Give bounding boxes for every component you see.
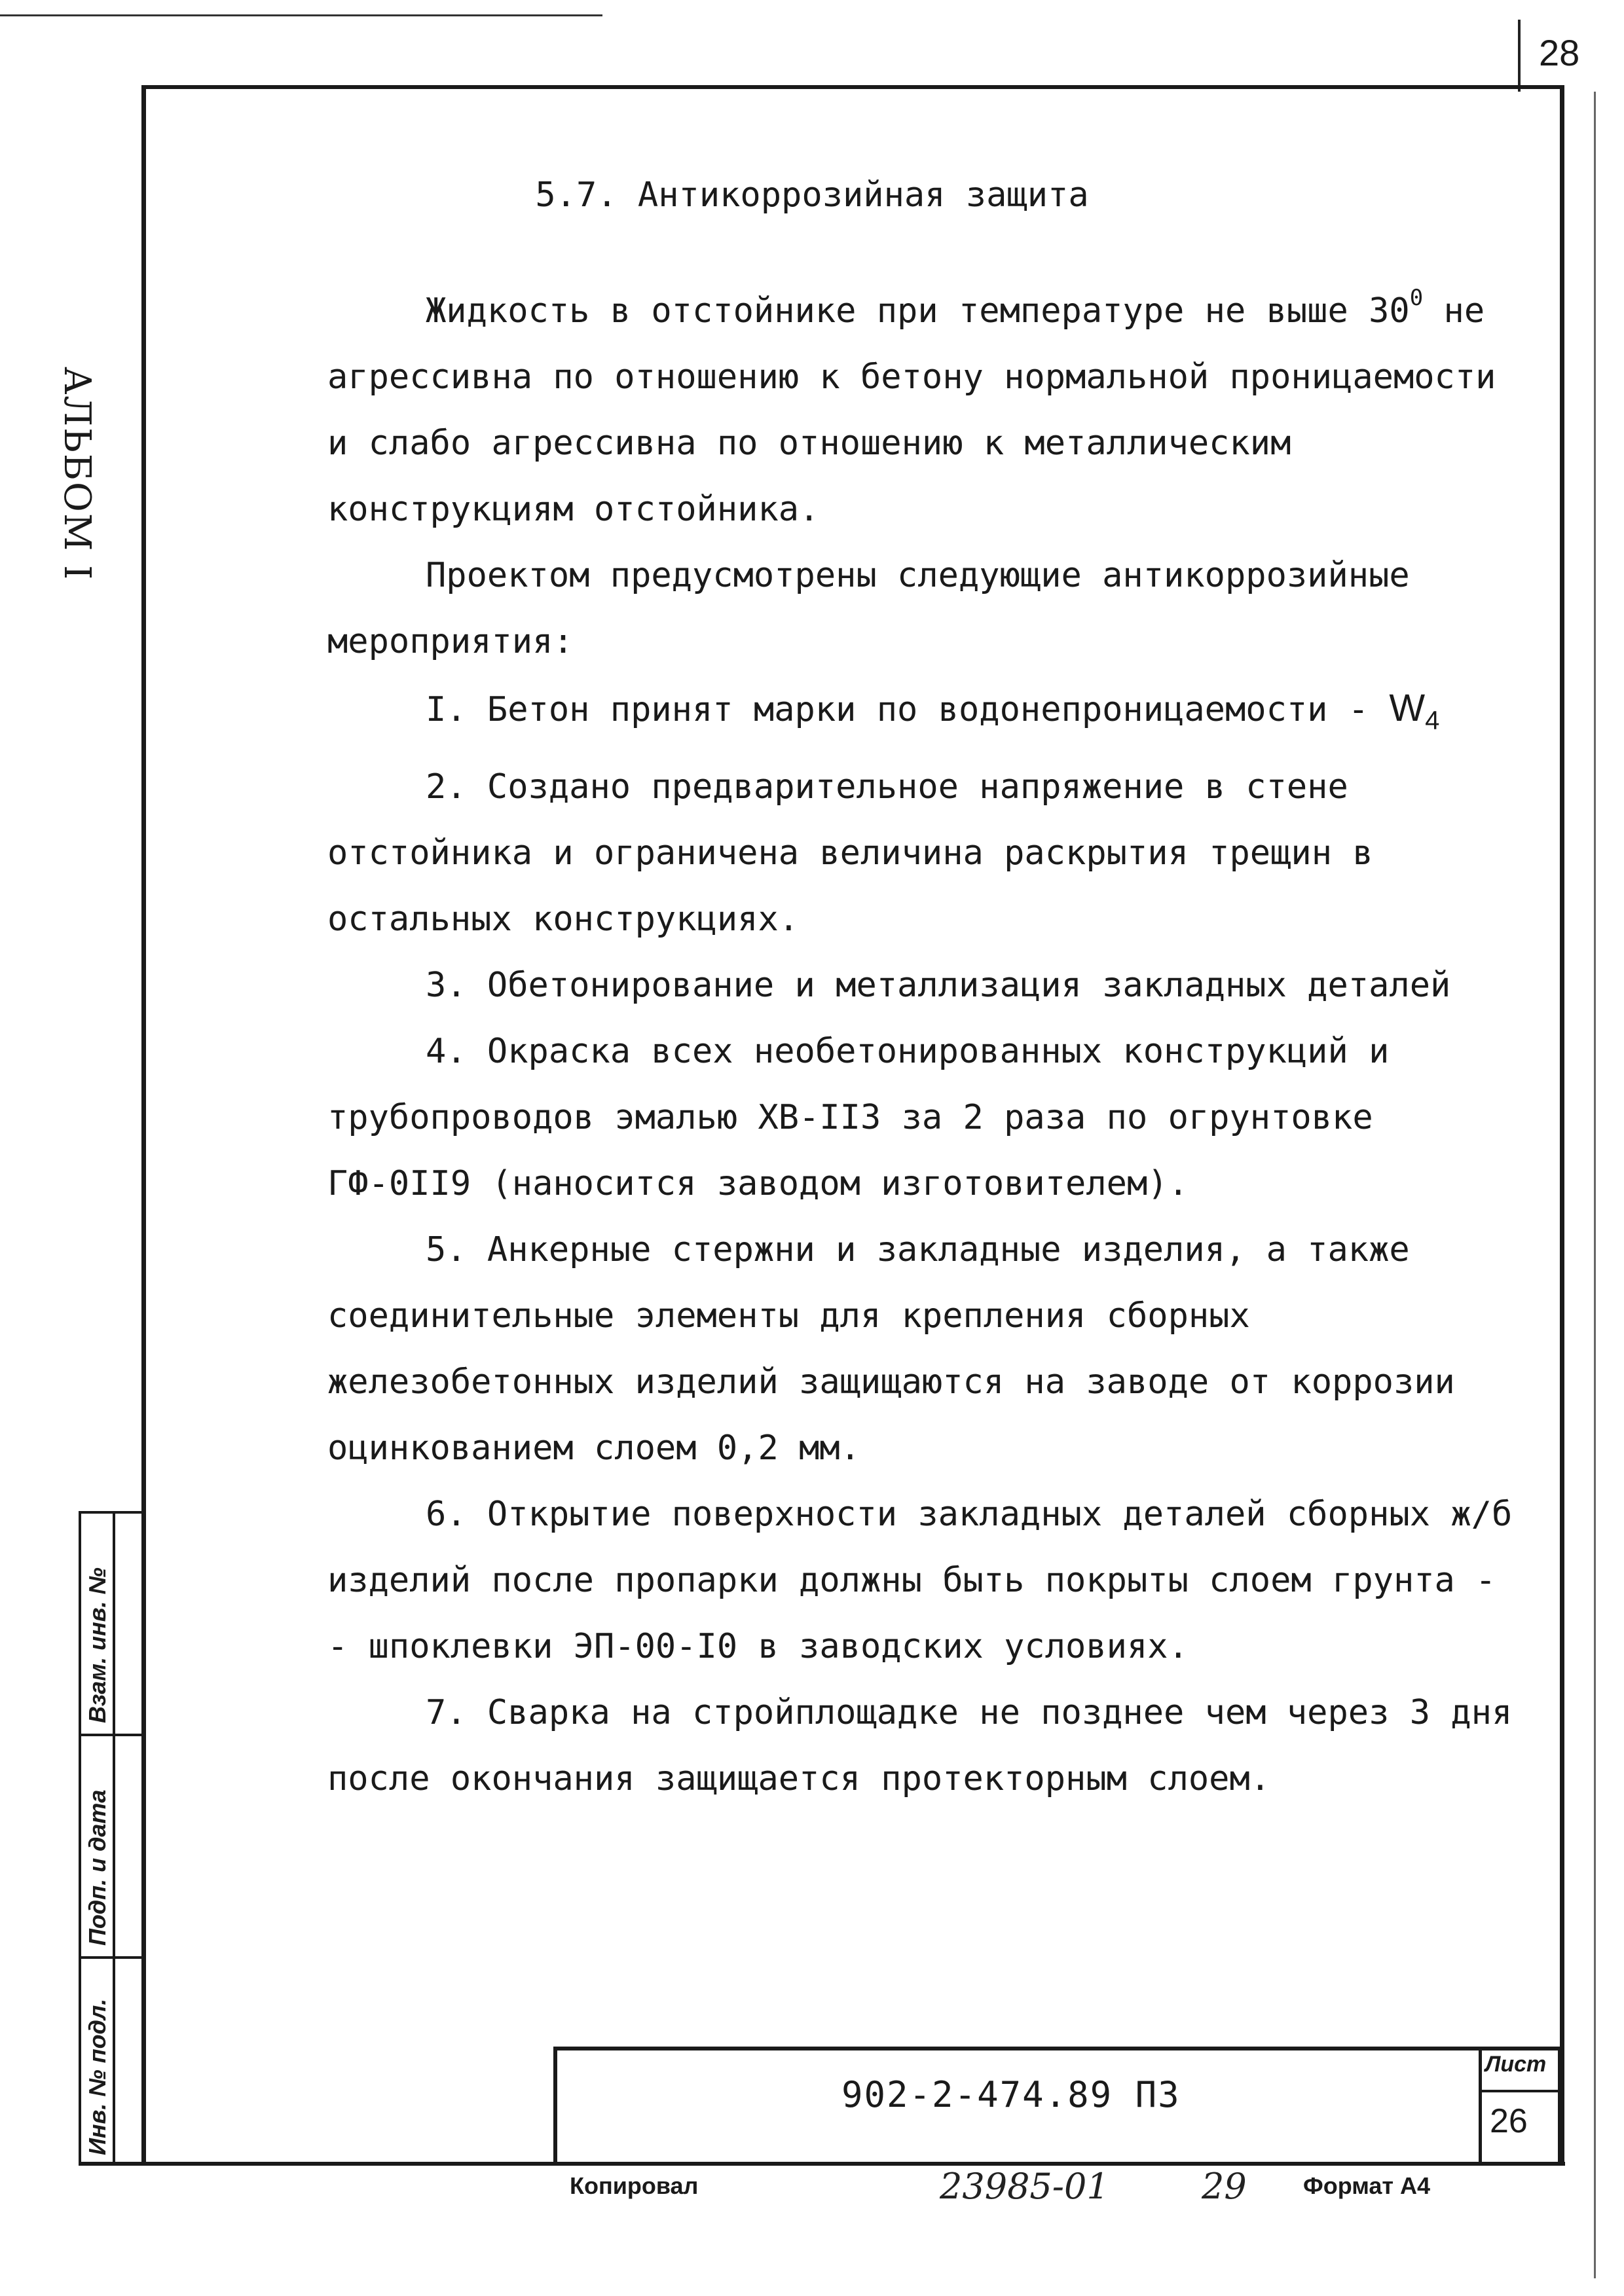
album-label: АЛЬБОМ I [56,367,98,581]
document-code: 902-2-474.89 ПЗ [841,2074,1181,2115]
handwritten-number: 23985-01 [940,2166,1109,2207]
paragraph-2: Проектом предусмотрены следующие антикоррозийные мероприятия: [327,556,1410,661]
top-rule [0,14,602,16]
side-stamp-label-signature: Подп. и дата [84,1789,111,1946]
side-stamp-label-replacement: Взам. инв. № [84,1567,111,1723]
list-item-3: 3. Обетонирование и металлизация закладных деталей [426,965,1451,1005]
list-item-2: 2. Создано предварительное напряжение в стене отстойника и ограничена величина раскрытия трещин в остальных конструкциях. [327,767,1373,939]
side-stamp-label-inventory: Инв. № подл. [84,1998,111,2155]
frame-right [1560,85,1564,2164]
sheet-label: Лист [1485,2052,1547,2077]
sheet-number: 26 [1490,2102,1528,2140]
page-number: 28 [1539,32,1580,73]
handwritten-page: 29 [1202,2166,1247,2207]
grade-letter: W [1389,687,1426,729]
frame-left [141,85,146,2164]
list-item-1 [327,675,1532,754]
frame-top [144,85,1562,89]
page-number-divider [1518,20,1521,92]
sheet-cell-divider [1479,2090,1560,2092]
watertightness-grade [1389,687,1440,735]
grade-index: 4 [1425,706,1440,735]
paragraph-1 [327,265,1532,543]
list-item-1-text: I. Бетон принят марки по водонепроницаемости - [426,690,1390,729]
sheet-edge [1594,92,1596,2278]
side-stamp-row-replacement [81,1514,141,1736]
paragraph-1-text: Жидкость в отстойнике при температуре не выше 30 [426,291,1410,331]
section-title: 5.7. Антикоррозийная защита [535,175,1089,215]
paragraph-1-text-cont: не агрессивна по отношению к бетону нормальной проницаемости и слабо агрессивна по отношению к металлическим конструкциям отстойника. [327,291,1496,529]
body-text [327,265,1532,1812]
list-item-7: 7. Сварка на стройплощадке не позднее чем через 3 дня после окончания защищается протекторным слоем. [327,1692,1513,1798]
side-stamp-row-signature [81,1736,141,1959]
copied-by-label: Копировал [570,2172,699,2199]
list-item-4: 4. Окраска всех необетонированных конструкций и трубопроводов эмалью ХВ-II3 за 2 раза по огрунтовке ГФ-0II9 (наносится заводом изготовителем). [327,1031,1390,1203]
side-stamp [79,1511,141,2166]
list-item-6: 6. Открытие поверхности закладных деталей сборных ж/б изделий после пропарки должны быть покрыты слоем грунта - - шпоклевки ЭП-00-I0 в заводских условиях. [327,1494,1513,1666]
format-label: Формат А4 [1303,2172,1431,2199]
list-item-5: 5. Анкерные стержни и закладные изделия, а также соединительные элементы для крепления сборных железобетонных изделий защищаются на заводе от коррозии оцинкованием слоем 0,2 мм. [327,1230,1455,1468]
side-stamp-row-inventory [81,1959,141,2166]
degree-superscript: 0 [1409,285,1424,311]
